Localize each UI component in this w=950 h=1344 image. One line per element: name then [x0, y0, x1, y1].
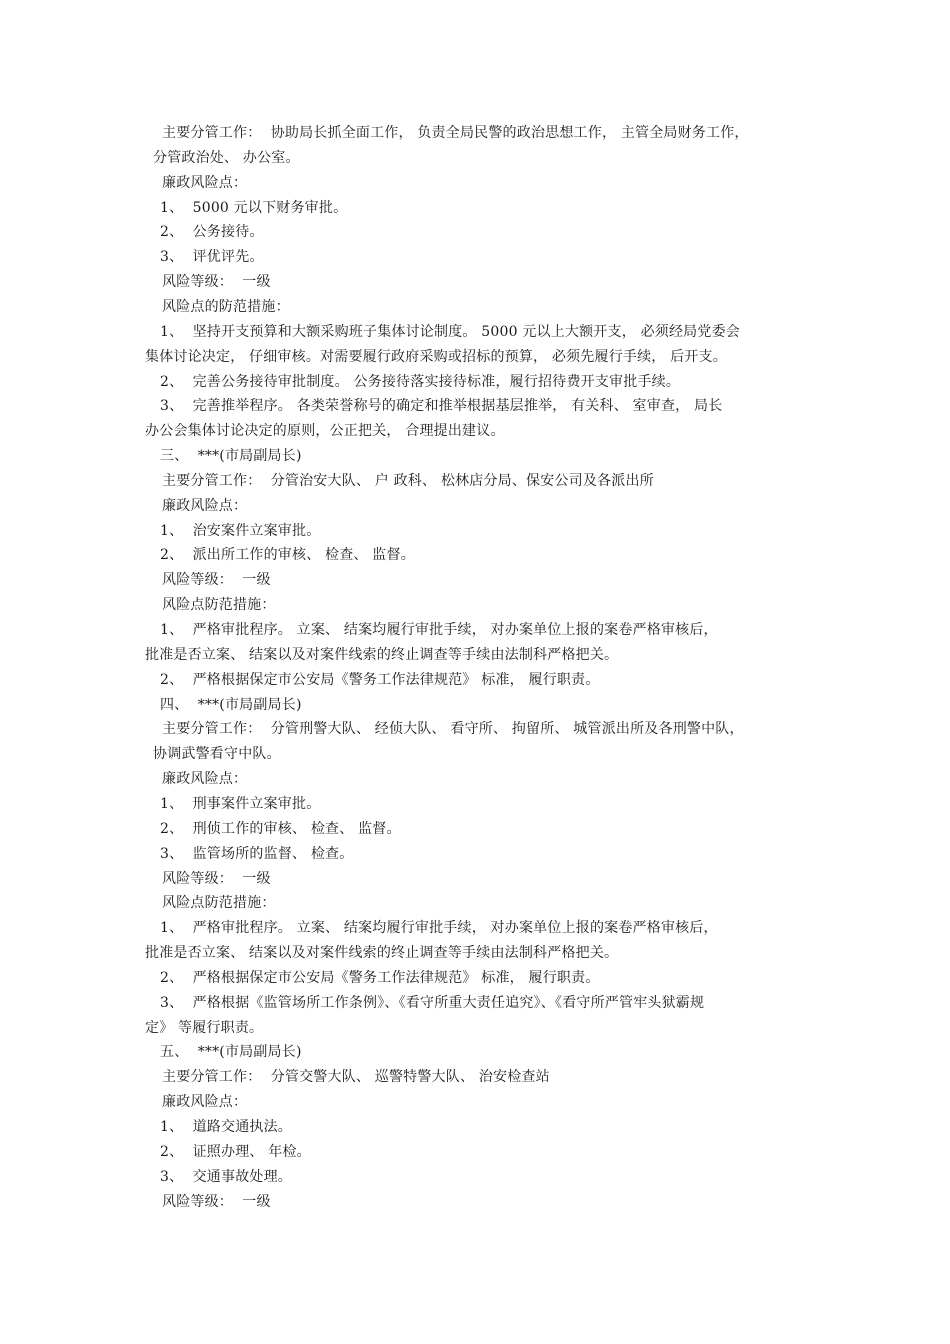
text-line: 廉政风险点：	[162, 498, 248, 514]
text-line: 分管政治处、 办公室。	[153, 150, 300, 166]
text-line: 主要分管工作： 协助局长抓全面工作， 负责全局民警的政治思想工作， 主管全局财务工作，	[162, 125, 749, 141]
text-line: 廉政风险点：	[162, 1094, 248, 1110]
text-line: 风险点的防范措施：	[162, 299, 290, 315]
text-line: 3、 严格根据《监管场所工作条例》、《看守所重大责任追究》、《看守所严管牢头狱霸规	[160, 995, 705, 1011]
text-line: 五、 ***(市局副局长)	[160, 1044, 302, 1060]
text-line: 三、 ***(市局副局长)	[160, 448, 302, 464]
text-line: 风险点防范措施：	[162, 895, 276, 911]
text-line: 2、 派出所工作的审核、 检查、 监督。	[160, 547, 415, 563]
text-line: 主要分管工作： 分管治安大队、 户 政科、 松林店分局、保安公司及各派出所	[162, 473, 654, 489]
text-line: 协调武警看守中队。	[153, 746, 281, 762]
text-line: 风险点防范措施：	[162, 597, 276, 613]
text-line: 集体讨论决定， 仔细审核。对需要履行政府采购或招标的预算， 必须先履行手续， 后开支。	[145, 349, 727, 365]
text-line: 2、 刑侦工作的审核、 检查、 监督。	[160, 821, 401, 837]
text-line: 办公会集体讨论决定的原则，公正把关， 合理提出建议。	[145, 423, 505, 439]
text-line: 1、 坚持开支预算和大额采购班子集体讨论制度。 5000 元以上大额开支， 必须经局党委会	[160, 324, 740, 340]
text-line: 2、 证照办理、 年检。	[160, 1144, 311, 1160]
text-line: 风险等级： 一级	[162, 572, 271, 588]
text-line: 1、 严格审批程序。 立案、 结案均履行审批手续， 对办案单位上报的案卷严格审核后，	[160, 622, 718, 638]
text-line: 主要分管工作： 分管刑警大队、 经侦大队、 看守所、 拘留所、 城管派出所及各刑警中队，	[162, 721, 744, 737]
text-line: 1、 治安案件立案审批。	[160, 523, 321, 539]
text-line: 风险等级： 一级	[162, 274, 271, 290]
text-line: 3、 交通事故处理。	[160, 1169, 293, 1185]
text-line: 2、 严格根据保定市公安局《警务工作法律规范》 标准， 履行职责。	[160, 970, 600, 986]
text-line: 1、 刑事案件立案审批。	[160, 796, 321, 812]
text-line: 2、 公务接待。	[160, 224, 264, 240]
text-line: 廉政风险点：	[162, 771, 248, 787]
text-line: 2、 完善公务接待审批制度。 公务接待落实接待标准，履行招待费开支审批手续。	[160, 374, 681, 390]
text-line: 定》 等履行职责。	[145, 1020, 264, 1036]
text-line: 1、 严格审批程序。 立案、 结案均履行审批手续， 对办案单位上报的案卷严格审核后，	[160, 920, 718, 936]
text-line: 主要分管工作： 分管交警大队、 巡警特警大队、 治安检查站	[162, 1069, 550, 1085]
text-line: 1、 5000 元以下财务审批。	[160, 200, 348, 216]
text-line: 3、 监管场所的监督、 检查。	[160, 846, 354, 862]
text-line: 廉政风险点：	[162, 175, 248, 191]
text-line: 2、 严格根据保定市公安局《警务工作法律规范》 标准， 履行职责。	[160, 672, 600, 688]
text-line: 风险等级： 一级	[162, 871, 271, 887]
text-line: 批准是否立案、 结案以及对案件线索的终止调查等手续由法制科严格把关。	[145, 945, 619, 961]
text-line: 批准是否立案、 结案以及对案件线索的终止调查等手续由法制科严格把关。	[145, 647, 619, 663]
text-line: 3、 完善推举程序。 各类荣誉称号的确定和推举根据基层推举， 有关科、 室审查， 局长	[160, 398, 723, 414]
text-line: 四、 ***(市局副局长)	[160, 697, 302, 713]
text-line: 1、 道路交通执法。	[160, 1119, 293, 1135]
text-line: 风险等级： 一级	[162, 1194, 271, 1210]
text-line: 3、 评优评先。	[160, 249, 264, 265]
